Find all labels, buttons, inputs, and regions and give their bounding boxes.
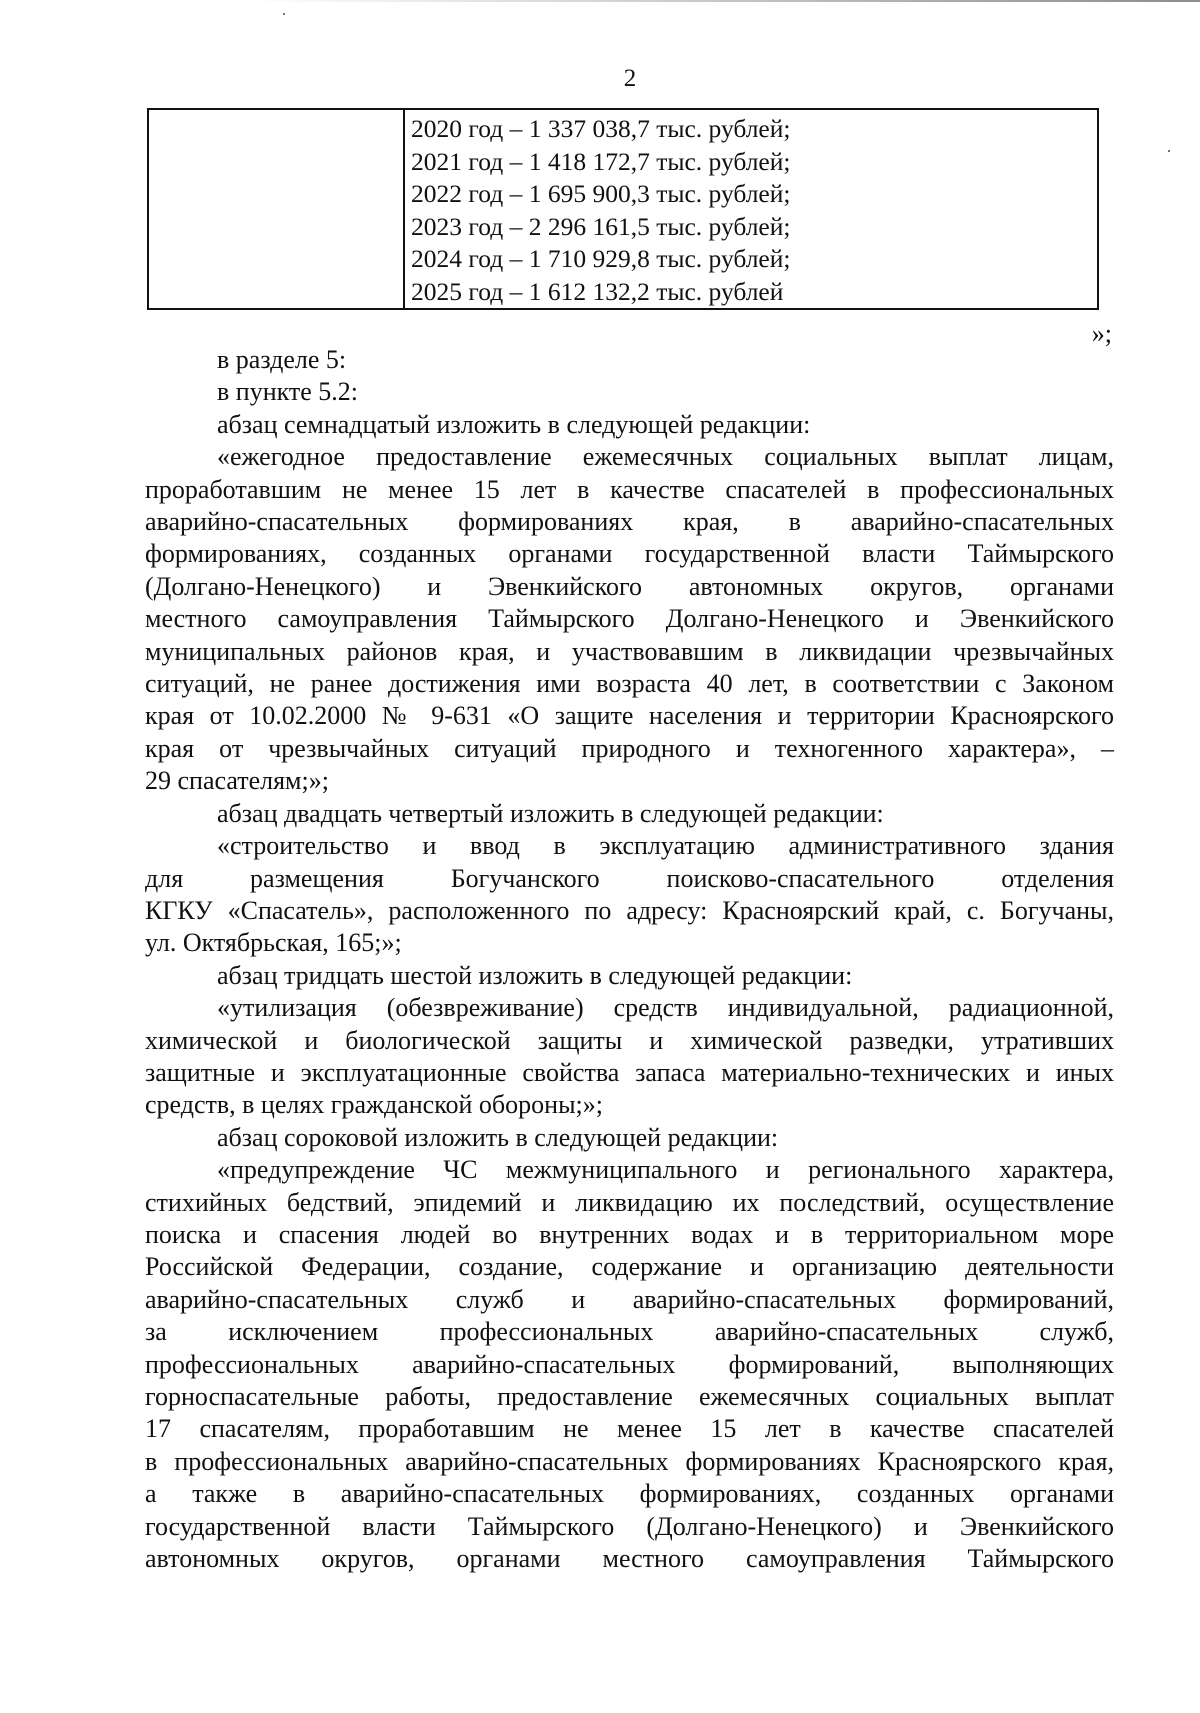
- body-line: «утилизация (обезвреживание) средств индивидуальной, радиационной,: [217, 993, 1114, 1023]
- body-line: химической и биологической защиты и химической разведки, утративших: [145, 1025, 1114, 1055]
- body-line: горноспасательные работы, предоставление ежемесячных социальных выплат: [145, 1382, 1114, 1411]
- body-line: аварийно-спасательных формированиях края, в аварийно-спасательных: [145, 507, 1114, 537]
- body-line: проработавшим не менее 15 лет в качестве спасателей в профессиональных: [145, 474, 1114, 504]
- funding-line-2025: 2025 год – 1 612 132,2 тыс. рублей: [411, 276, 784, 306]
- body-line: абзац сороковой изложить в следующей редакции:: [217, 1122, 779, 1152]
- body-line: муниципальных районов края, и участвовавшим в ликвидации чрезвычайных: [145, 636, 1114, 666]
- body-line: профессиональных аварийно-спасательных формирований, выполняющих: [145, 1349, 1114, 1379]
- body-line: КГКУ «Спасатель», расположенного по адресу: Красноярский край, с. Богучаны,: [145, 895, 1114, 925]
- body-line: в профессиональных аварийно-спасательных формированиях Красноярского края,: [145, 1446, 1114, 1476]
- body-line: Российской Федерации, создание, содержание и организацию деятельности: [145, 1252, 1114, 1282]
- body-line: для размещения Богучанского поисково-спасательного отделения: [145, 863, 1114, 893]
- body-line: аварийно-спасательных служб и аварийно-спасательных формирований,: [145, 1284, 1114, 1314]
- body-line: поиска и спасения людей во внутренних водах и в территориальном море: [145, 1219, 1114, 1249]
- body-line: абзац семнадцатый изложить в следующей редакции:: [217, 409, 811, 439]
- funding-line-2024: 2024 год – 1 710 929,8 тыс. рублей;: [411, 244, 791, 273]
- funding-line-2021: 2021 год – 1 418 172,7 тыс. рублей;: [411, 146, 791, 176]
- page-number: 2: [623, 65, 637, 92]
- body-line: защитные и эксплуатационные свойства запаса материально-технических и иных: [145, 1057, 1114, 1087]
- body-line: государственной власти Таймырского (Долгано-Ненецкого) и Эвенкийского: [145, 1511, 1114, 1541]
- body-line: 29 спасателям;»;: [145, 766, 329, 796]
- body-line: абзац тридцать шестой изложить в следующей редакции:: [217, 960, 853, 990]
- funding-line-2023: 2023 год – 2 296 161,5 тыс. рублей;: [411, 211, 791, 241]
- funding-line-2022: 2022 год – 1 695 900,3 тыс. рублей;: [411, 179, 791, 208]
- body-line: местного самоуправления Таймырского Долгано-Ненецкого и Эвенкийского: [145, 604, 1114, 634]
- body-line: «строительство и ввод в эксплуатацию административного здания: [217, 831, 1114, 861]
- body-line: за исключением профессиональных аварийно-спасательных служб,: [145, 1317, 1114, 1347]
- body-line: «предупреждение ЧС межмуниципального и регионального характера,: [217, 1155, 1114, 1185]
- body-line: в разделе 5:: [217, 345, 347, 374]
- body-line: «ежегодное предоставление ежемесячных социальных выплат лицам,: [217, 442, 1114, 472]
- funding-table: [147, 108, 1099, 310]
- scan-speck: [1168, 150, 1170, 152]
- scan-top-edge: [250, 0, 1200, 2]
- document-body: [145, 344, 1114, 1575]
- body-line: средств, в целях гражданской обороны;»;: [145, 1090, 603, 1120]
- body-line: а также в аварийно-спасательных формированиях, созданных органами: [145, 1479, 1114, 1509]
- body-line: ситуаций, не ранее достижения ими возраста 40 лет, в соответствии с Законом: [145, 669, 1114, 699]
- body-line: ул. Октябрьская, 165;»;: [145, 928, 402, 958]
- body-line: 17 спасателям, проработавшим не менее 15 лет в качестве спасателей: [145, 1414, 1114, 1444]
- funding-table-left-cell: [149, 110, 405, 308]
- body-line: абзац двадцать четвертый изложить в следующей редакции:: [217, 798, 884, 828]
- body-line: стихийных бедствий, эпидемий и ликвидацию их последствий, осуществление: [145, 1187, 1114, 1217]
- body-line: (Долгано-Ненецкого) и Эвенкийского автономных округов, органами: [145, 571, 1114, 601]
- funding-table-right-cell: [405, 110, 1097, 308]
- body-line: формированиях, созданных органами государственной власти Таймырского: [145, 539, 1114, 569]
- scan-speck: [283, 13, 285, 15]
- body-line: края от чрезвычайных ситуаций природного и техногенного характера», –: [145, 733, 1114, 763]
- funding-line-2020: 2020 год – 1 337 038,7 тыс. рублей;: [411, 114, 791, 143]
- body-line: края от 10.02.2000 № 9-631 «О защите населения и территории Красноярского: [145, 701, 1114, 731]
- body-line: в пункте 5.2:: [217, 377, 359, 407]
- body-line: автономных округов, органами местного самоуправления Таймырского: [145, 1544, 1114, 1574]
- table-quote-close: »;: [1091, 319, 1112, 348]
